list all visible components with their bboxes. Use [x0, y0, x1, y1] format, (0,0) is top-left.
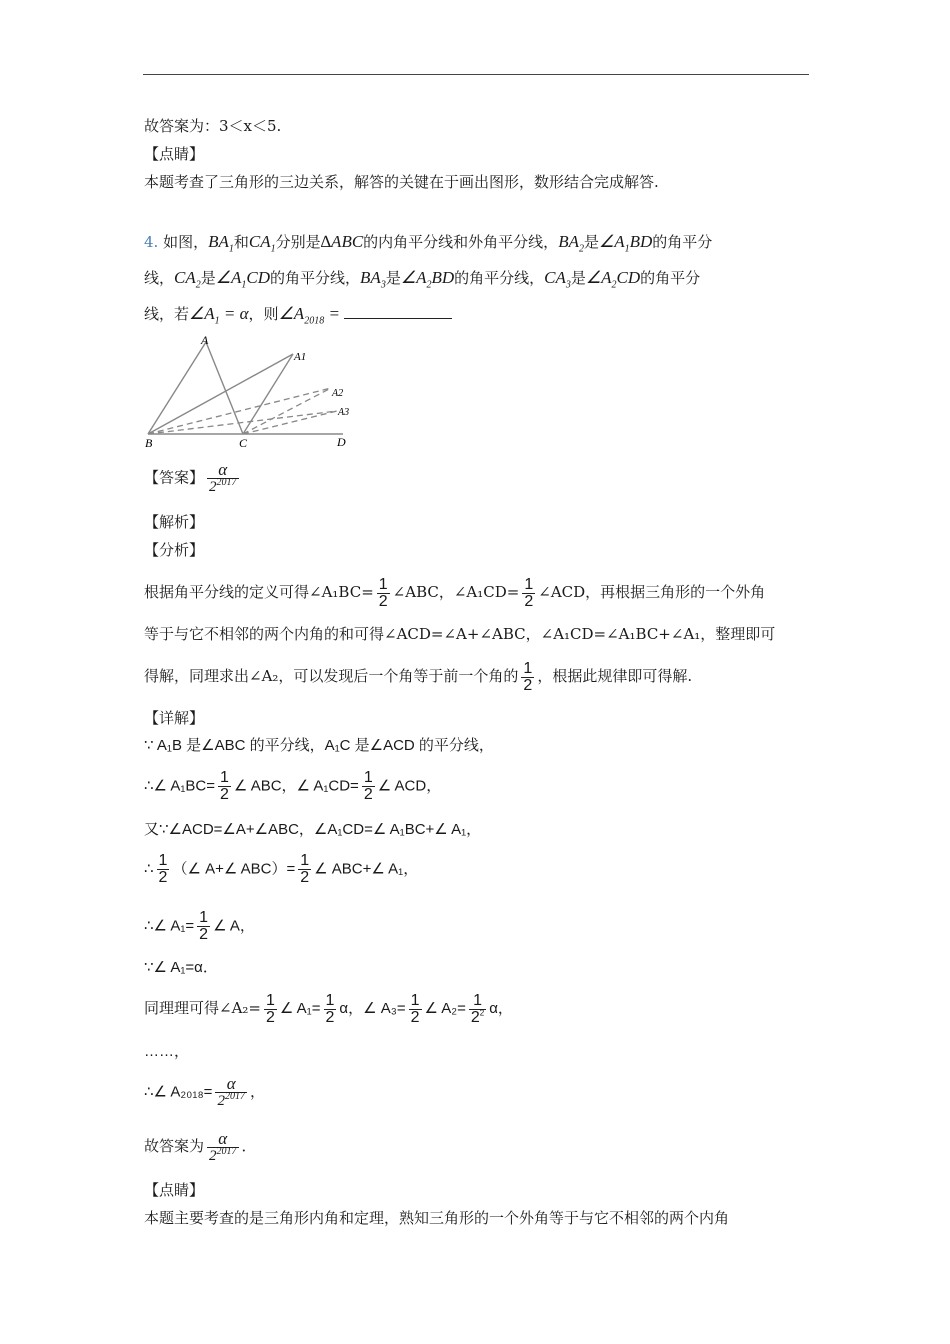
- label-b: B: [145, 436, 153, 450]
- dianjing-heading: 【点睛】: [144, 145, 205, 163]
- prev-summary: 本题考查了三角形的三边关系，解答的关键在于画出图形，数形结合完成解答.: [144, 173, 659, 191]
- detail-line-9: ∴∠ A₂₀₁₈= $\frac{\alpha}{2^{2017}}$ ，: [144, 1074, 265, 1109]
- detail-line-1: ∵ A₁B 是∠ABC 的平分线，A₁C 是∠ACD 的平分线，: [144, 737, 494, 754]
- xiangjie-heading: 【详解】: [144, 709, 205, 727]
- detail-line-4: ∴ $\frac{1}{2}$ （∠ A+∠ ABC）= $\frac{1}{2}$ ∠ ABC+∠ A₁，: [144, 852, 419, 886]
- detail-line-2: ∴∠ A₁BC= $\frac{1}{2}$ ∠ ABC，∠ A₁CD= $\frac{1}{2}$ ∠ ACD，: [144, 769, 442, 803]
- segment-ba3: [148, 411, 337, 434]
- detail-line-5: ∴∠ A₁= $\frac{1}{2}$ ∠ A，: [144, 909, 255, 943]
- question-4-line-3: 线，若$\angle A_1 = \alpha$，则$\angle A_{2018}$ =: [144, 304, 452, 324]
- label-c: C: [239, 436, 248, 450]
- detail-line-7: 同理理可得∠A₂= $\frac{1}{2}$ ∠ A₁= $\frac{1}{2}$ α，∠ A₃= $\frac{1}{2}$ ∠ A₂= $\frac{1}{2^2}$ α，: [144, 991, 513, 1026]
- label-a1: A1: [294, 351, 307, 363]
- answer-fraction: $\frac{\alpha}{2^{2017}}$: [209, 460, 237, 495]
- answer-line: 【答案】 $\frac{\alpha}{2^{2017}}$: [144, 460, 237, 495]
- header-rule: [143, 74, 809, 75]
- analysis-line-2: 等于与它不相邻的两个内角的和可得∠ACD=∠A+∠ABC，∠A₁CD=∠A₁BC+∠A₁，整理即可: [144, 625, 776, 643]
- segment-ba: [148, 342, 206, 434]
- prev-answer: 故答案为：3＜x＜5.: [144, 117, 282, 135]
- detail-line-8: ……，: [144, 1043, 190, 1060]
- label-d: D: [337, 435, 346, 449]
- question-4-line-2: 线，$CA_2$是$\angle A_1CD$的角平分线，$BA_3$是$\angle A_2BD$的角平分线，$CA_3$是$\angle A_2CD$的角平分: [144, 268, 701, 291]
- question-number: 4.: [144, 233, 159, 251]
- segment-ba1: [148, 354, 293, 434]
- jiexi-heading: 【解析】: [144, 513, 205, 531]
- label-a: A: [201, 333, 209, 347]
- geometry-figure: [143, 332, 353, 450]
- segment-ca2: [243, 388, 331, 434]
- detail-line-6: ∵∠ A₁=α．: [144, 959, 218, 976]
- segment-ca3: [243, 411, 337, 434]
- question-4-line-1: 4. 如图，$BA_1$和$CA_1$分别是∆ABC的内角平分线和外角平分线，$BA_2$是$\angle A_1BD$的角平分: [144, 232, 713, 255]
- final-summary: 本题主要考查的是三角形内角和定理，熟知三角形的一个外角等于与它不相邻的两个内角: [144, 1209, 730, 1227]
- fenxi-heading: 【分析】: [144, 541, 205, 559]
- detail-line-10: 故答案为 $\frac{\alpha}{2^{2017}}$ ．: [144, 1128, 257, 1164]
- label-a3: A3: [338, 407, 350, 418]
- segment-ac: [206, 342, 243, 434]
- analysis-line-1: 根据角平分线的定义可得∠A₁BC= $\frac{1}{2}$ ∠ABC，∠A₁CD= $\frac{1}{2}$ ∠ACD，再根据三角形的一个外角: [144, 575, 766, 610]
- analysis-line-3: 得解，同理求出∠A₂，可以发现后一个角等于前一个角的 $\frac{1}{2}$ ，根据此规律即可得解.: [144, 659, 693, 694]
- label-a2: A2: [332, 388, 344, 399]
- dianjing-heading-2: 【点睛】: [144, 1181, 205, 1199]
- answer-blank: [344, 304, 452, 319]
- detail-line-3: 又∵∠ACD=∠A+∠ABC，∠A₁CD=∠ A₁BC+∠ A₁，: [144, 821, 482, 838]
